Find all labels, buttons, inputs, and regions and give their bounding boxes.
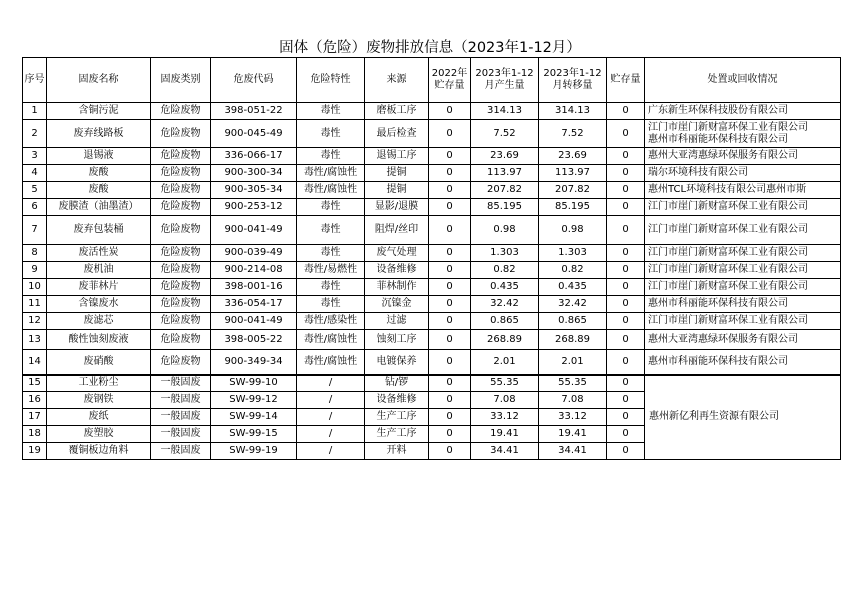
cell-generated: 33.12: [471, 409, 539, 426]
cell-source: 生产工序: [365, 409, 429, 426]
cell-disposal: [645, 313, 841, 330]
table-row: [23, 350, 841, 375]
cell-generated: 0.865: [471, 313, 539, 330]
cell-stock-2022: 0: [429, 199, 471, 216]
cell-generated: 34.41: [471, 443, 539, 460]
col-header-category: 固废类别: [151, 58, 211, 103]
disposal-line: 惠州市科丽能环保科技有限公司: [648, 298, 788, 309]
cell-transferred: 314.13: [539, 103, 607, 120]
cell-disposal: [645, 103, 841, 120]
cell-stock-2022: 0: [429, 375, 471, 392]
cell-transferred: 2.01: [539, 350, 607, 375]
cell-no: 3: [23, 148, 47, 165]
cell-stock-2022: 0: [429, 148, 471, 165]
cell-disposal: [645, 120, 841, 148]
cell-name: 废纸: [47, 409, 151, 426]
cell-source: 菲林制作: [365, 279, 429, 296]
cell-transferred: 32.42: [539, 296, 607, 313]
cell-no: 2: [23, 120, 47, 148]
cell-no: 13: [23, 330, 47, 350]
cell-generated: 23.69: [471, 148, 539, 165]
cell-name: 废弃线路板: [47, 120, 151, 148]
cell-disposal: [645, 165, 841, 182]
cell-category: 危险废物: [151, 279, 211, 296]
cell-property: /: [297, 443, 365, 460]
cell-name: 废膜渣（油墨渣）: [47, 199, 151, 216]
cell-stock: 0: [607, 103, 645, 120]
cell-stock-2022: 0: [429, 165, 471, 182]
cell-generated: 2.01: [471, 350, 539, 375]
cell-no: 6: [23, 199, 47, 216]
cell-property: 毒性/腐蚀性: [297, 350, 365, 375]
cell-category: 危险废物: [151, 120, 211, 148]
cell-stock: 0: [607, 148, 645, 165]
cell-code: SW-99-15: [211, 426, 297, 443]
table-row: [23, 199, 841, 216]
cell-property: /: [297, 392, 365, 409]
cell-disposal: [645, 216, 841, 245]
cell-code: 900-039-49: [211, 245, 297, 262]
cell-property: 毒性: [297, 279, 365, 296]
cell-code: SW-99-19: [211, 443, 297, 460]
cell-transferred: 7.08: [539, 392, 607, 409]
cell-stock: 0: [607, 409, 645, 426]
cell-category: 危险废物: [151, 350, 211, 375]
disposal-line: 江门市崖门新财富环保工业有限公司: [648, 281, 808, 292]
cell-disposal: [645, 262, 841, 279]
col-header-stock-2022: 2022年贮存量: [429, 58, 471, 103]
cell-stock: 0: [607, 296, 645, 313]
cell-name: 废菲林片: [47, 279, 151, 296]
disposal-line: 惠州市科丽能环保科技有限公司: [648, 133, 788, 145]
col-header-generated: 2023年1-12月产生量: [471, 58, 539, 103]
waste-table: [22, 57, 841, 460]
cell-stock-2022: 0: [429, 103, 471, 120]
col-header-name: 固废名称: [47, 58, 151, 103]
cell-no: 11: [23, 296, 47, 313]
cell-stock: 0: [607, 245, 645, 262]
cell-generated: 268.89: [471, 330, 539, 350]
cell-no: 8: [23, 245, 47, 262]
table-row: [23, 245, 841, 262]
cell-name: 废塑胶: [47, 426, 151, 443]
cell-category: 危险废物: [151, 182, 211, 199]
cell-stock: 0: [607, 313, 645, 330]
cell-category: 危险废物: [151, 296, 211, 313]
cell-no: 7: [23, 216, 47, 245]
cell-stock: 0: [607, 120, 645, 148]
disposal-line: 惠州大亚湾惠绿环保服务有限公司: [648, 150, 798, 161]
cell-code: 900-041-49: [211, 216, 297, 245]
cell-category: 一般固废: [151, 392, 211, 409]
cell-name: 废硝酸: [47, 350, 151, 375]
cell-property: 毒性/腐蚀性: [297, 165, 365, 182]
disposal-line: 江门市崖门新财富环保工业有限公司: [648, 224, 808, 235]
disposal-line: 瑞尔环境科技有限公司: [648, 167, 748, 178]
cell-transferred: 85.195: [539, 199, 607, 216]
cell-code: 398-005-22: [211, 330, 297, 350]
page-title: 固体（危险）废物排放信息（2023年1-12月）: [279, 40, 581, 56]
cell-category: 危险废物: [151, 103, 211, 120]
cell-source: 提铜: [365, 165, 429, 182]
disposal-line: 江门市崖门新财富环保工业有限公司: [648, 247, 808, 258]
col-header-code: 危废代码: [211, 58, 297, 103]
cell-name: 酸性蚀刻废液: [47, 330, 151, 350]
cell-name: 废机油: [47, 262, 151, 279]
cell-property: 毒性: [297, 120, 365, 148]
table-body: [23, 103, 841, 460]
cell-name: 废滤芯: [47, 313, 151, 330]
table-row: [23, 165, 841, 182]
cell-no: 19: [23, 443, 47, 460]
cell-property: 毒性/腐蚀性: [297, 182, 365, 199]
cell-stock-2022: 0: [429, 262, 471, 279]
cell-generated: 85.195: [471, 199, 539, 216]
cell-stock-2022: 0: [429, 216, 471, 245]
cell-transferred: 1.303: [539, 245, 607, 262]
cell-stock-2022: 0: [429, 182, 471, 199]
col-header-stock: 贮存量: [607, 58, 645, 103]
cell-stock-2022: 0: [429, 350, 471, 375]
col-header-disposal: 处置或回收情况: [645, 58, 841, 103]
table-row: [23, 182, 841, 199]
cell-stock: 0: [607, 216, 645, 245]
cell-stock: 0: [607, 165, 645, 182]
cell-stock: 0: [607, 330, 645, 350]
cell-code: 900-300-34: [211, 165, 297, 182]
cell-generated: 32.42: [471, 296, 539, 313]
cell-transferred: 0.82: [539, 262, 607, 279]
cell-property: 毒性: [297, 199, 365, 216]
cell-transferred: 0.435: [539, 279, 607, 296]
cell-name: 废弃包装桶: [47, 216, 151, 245]
cell-category: 危险废物: [151, 148, 211, 165]
cell-disposal-merged: 惠州新亿利再生资源有限公司: [645, 375, 841, 460]
cell-transferred: 113.97: [539, 165, 607, 182]
cell-disposal: [645, 148, 841, 165]
cell-source: 沉镍金: [365, 296, 429, 313]
cell-transferred: 207.82: [539, 182, 607, 199]
cell-stock-2022: 0: [429, 330, 471, 350]
cell-transferred: 23.69: [539, 148, 607, 165]
cell-generated: 19.41: [471, 426, 539, 443]
cell-category: 危险废物: [151, 313, 211, 330]
cell-stock: 0: [607, 199, 645, 216]
cell-stock: 0: [607, 392, 645, 409]
disposal-line: 江门市崖门新财富环保工业有限公司: [648, 315, 808, 326]
cell-category: 一般固废: [151, 375, 211, 392]
cell-stock-2022: 0: [429, 279, 471, 296]
cell-property: 毒性/腐蚀性: [297, 330, 365, 350]
cell-disposal: [645, 245, 841, 262]
table-row: [23, 296, 841, 313]
cell-stock-2022: 0: [429, 313, 471, 330]
cell-source: 废气处理: [365, 245, 429, 262]
cell-code: 398-001-16: [211, 279, 297, 296]
cell-stock-2022: 0: [429, 443, 471, 460]
cell-category: 一般固废: [151, 443, 211, 460]
cell-stock: 0: [607, 350, 645, 375]
cell-no: 16: [23, 392, 47, 409]
cell-source: 生产工序: [365, 426, 429, 443]
cell-no: 18: [23, 426, 47, 443]
cell-generated: 0.82: [471, 262, 539, 279]
table-row: [23, 262, 841, 279]
cell-no: 14: [23, 350, 47, 375]
cell-source: 开料: [365, 443, 429, 460]
cell-code: 336-066-17: [211, 148, 297, 165]
cell-source: 过滤: [365, 313, 429, 330]
cell-category: 危险废物: [151, 262, 211, 279]
cell-source: 退锡工序: [365, 148, 429, 165]
cell-transferred: 7.52: [539, 120, 607, 148]
cell-stock: 0: [607, 375, 645, 392]
disposal-line: 江门市崖门新财富环保工业有限公司: [648, 264, 808, 275]
cell-name: 废活性炭: [47, 245, 151, 262]
cell-disposal: [645, 182, 841, 199]
cell-stock: 0: [607, 182, 645, 199]
cell-property: 毒性: [297, 216, 365, 245]
cell-disposal: [645, 296, 841, 313]
cell-generated: 7.52: [471, 120, 539, 148]
cell-property: /: [297, 375, 365, 392]
cell-name: 废酸: [47, 165, 151, 182]
cell-generated: 314.13: [471, 103, 539, 120]
cell-property: 毒性/感染性: [297, 313, 365, 330]
cell-code: 336-054-17: [211, 296, 297, 313]
cell-name: 退锡液: [47, 148, 151, 165]
cell-generated: 0.98: [471, 216, 539, 245]
table-row: [23, 148, 841, 165]
cell-disposal: [645, 350, 841, 375]
disposal-line: 江门市崖门新财富环保工业有限公司: [648, 201, 808, 212]
cell-source: 设备维修: [365, 392, 429, 409]
cell-stock-2022: 0: [429, 245, 471, 262]
cell-disposal: [645, 330, 841, 350]
col-header-property: 危险特性: [297, 58, 365, 103]
table-row: [23, 120, 841, 148]
cell-no: 17: [23, 409, 47, 426]
cell-name: 工业粉尘: [47, 375, 151, 392]
table-row: [23, 279, 841, 296]
table-row: [23, 330, 841, 350]
cell-source: 设备维修: [365, 262, 429, 279]
cell-source: 显影/退膜: [365, 199, 429, 216]
disposal-line: 惠州大亚湾惠绿环保服务有限公司: [648, 333, 798, 345]
cell-generated: 207.82: [471, 182, 539, 199]
cell-generated: 113.97: [471, 165, 539, 182]
cell-name: 含镍废水: [47, 296, 151, 313]
cell-stock: 0: [607, 262, 645, 279]
cell-source: 阻焊/丝印: [365, 216, 429, 245]
cell-no: 15: [23, 375, 47, 392]
cell-property: 毒性/易燃性: [297, 262, 365, 279]
cell-code: 900-045-49: [211, 120, 297, 148]
cell-transferred: 55.35: [539, 375, 607, 392]
cell-disposal: [645, 279, 841, 296]
cell-property: /: [297, 426, 365, 443]
table-row: [23, 375, 841, 392]
col-header-source: 来源: [365, 58, 429, 103]
cell-stock: 0: [607, 279, 645, 296]
cell-no: 10: [23, 279, 47, 296]
cell-code: SW-99-14: [211, 409, 297, 426]
cell-transferred: 0.98: [539, 216, 607, 245]
cell-category: 危险废物: [151, 165, 211, 182]
cell-code: SW-99-12: [211, 392, 297, 409]
cell-source: 电镀保养: [365, 350, 429, 375]
cell-generated: 0.435: [471, 279, 539, 296]
cell-code: SW-99-10: [211, 375, 297, 392]
cell-property: 毒性: [297, 103, 365, 120]
disposal-line: 惠州市科丽能环保科技有限公司: [648, 355, 788, 367]
cell-category: 一般固废: [151, 426, 211, 443]
header-row: [23, 58, 841, 103]
cell-property: /: [297, 409, 365, 426]
cell-stock-2022: 0: [429, 426, 471, 443]
cell-code: 900-214-08: [211, 262, 297, 279]
cell-source: 钻/锣: [365, 375, 429, 392]
cell-property: 毒性: [297, 245, 365, 262]
cell-code: 900-305-34: [211, 182, 297, 199]
cell-name: 废钢铁: [47, 392, 151, 409]
cell-stock-2022: 0: [429, 296, 471, 313]
cell-category: 危险废物: [151, 216, 211, 245]
cell-no: 4: [23, 165, 47, 182]
cell-name: 废酸: [47, 182, 151, 199]
cell-transferred: 0.865: [539, 313, 607, 330]
table-row: [23, 216, 841, 245]
cell-stock-2022: 0: [429, 120, 471, 148]
cell-disposal: [645, 199, 841, 216]
cell-property: 毒性: [297, 148, 365, 165]
cell-no: 5: [23, 182, 47, 199]
cell-source: 最后检查: [365, 120, 429, 148]
cell-category: 危险废物: [151, 330, 211, 350]
cell-transferred: 268.89: [539, 330, 607, 350]
cell-code: 900-041-49: [211, 313, 297, 330]
cell-transferred: 19.41: [539, 426, 607, 443]
cell-category: 危险废物: [151, 199, 211, 216]
cell-category: 一般固废: [151, 409, 211, 426]
col-header-transferred: 2023年1-12月转移量: [539, 58, 607, 103]
cell-source: 蚀刻工序: [365, 330, 429, 350]
cell-no: 1: [23, 103, 47, 120]
cell-code: 398-051-22: [211, 103, 297, 120]
table-row: [23, 313, 841, 330]
col-header-no: 序号: [23, 58, 47, 103]
cell-name: 覆铜板边角料: [47, 443, 151, 460]
disposal-line: 惠州TCL环境科技有限公司惠州市斯: [648, 184, 807, 195]
cell-transferred: 34.41: [539, 443, 607, 460]
cell-property: 毒性: [297, 296, 365, 313]
cell-generated: 7.08: [471, 392, 539, 409]
cell-source: 磨板工序: [365, 103, 429, 120]
cell-no: 12: [23, 313, 47, 330]
cell-code: 900-349-34: [211, 350, 297, 375]
cell-category: 危险废物: [151, 245, 211, 262]
cell-generated: 55.35: [471, 375, 539, 392]
cell-source: 提铜: [365, 182, 429, 199]
cell-transferred: 33.12: [539, 409, 607, 426]
cell-stock: 0: [607, 443, 645, 460]
cell-stock-2022: 0: [429, 392, 471, 409]
disposal-line: 江门市崖门新财富环保工业有限公司: [648, 121, 808, 133]
cell-stock: 0: [607, 426, 645, 443]
disposal-line: 广东新生环保科技股份有限公司: [648, 105, 788, 116]
cell-generated: 1.303: [471, 245, 539, 262]
cell-code: 900-253-12: [211, 199, 297, 216]
table-row: [23, 103, 841, 120]
cell-name: 含铜污泥: [47, 103, 151, 120]
cell-stock-2022: 0: [429, 409, 471, 426]
cell-no: 9: [23, 262, 47, 279]
